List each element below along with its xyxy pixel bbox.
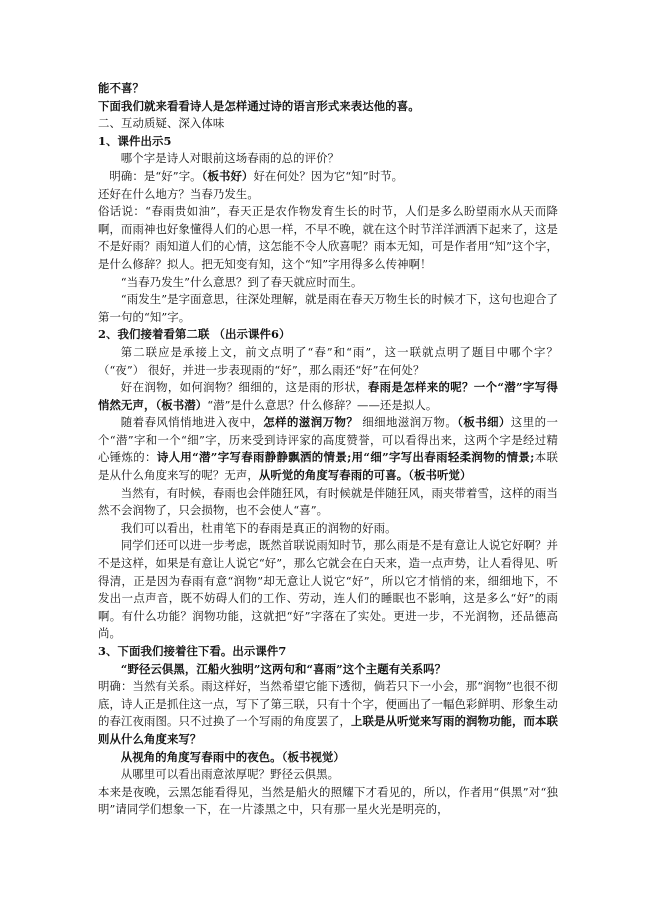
text-segment: “潜”是什么意思？什么修辞？——还是拟人。 bbox=[207, 397, 438, 412]
bold-text-segment: 3、下面我们接着往下看。出示课件7 bbox=[98, 644, 287, 658]
text-segment: 俗话说：“春雨贵如油”，春天正是农作物发育生长的时节，人们是多么盼望雨水从天而降啊，而雨神也好象懂得人们的心思一样，不早不晚，就在这个时节洋洋洒洒下起来了，这是不是好雨？雨知道人们的心情，这怎能不令人欣喜呢？雨本无知，可是作者用“知”这个字，是什么修辞？拟人。把无知变有知，这个“知”字用得多么传神啊！ bbox=[98, 204, 558, 271]
text-segment: 这里的一个“潜”字和一个“细”字，历来受到诗评家的高度赞誉，可以看得出来，这两个字是经过精心锤炼的： bbox=[98, 415, 559, 465]
paragraph bbox=[98, 150, 558, 168]
text-segment: 本来是夜晚，云黑怎能看得见，当然是船火的照耀下才看见的，所以，作者用“俱黑”对“独明”请同学们想象一下，在一片漆黑之中，只有那一星火光是明亮的， bbox=[98, 784, 558, 817]
paragraph bbox=[98, 98, 558, 116]
bold-text-segment: 怎样的滋润万物？ bbox=[263, 415, 359, 430]
paragraph bbox=[98, 661, 558, 679]
text-segment: 还好在什么地方？当春乃发生。 bbox=[98, 186, 259, 201]
paragraph bbox=[98, 485, 558, 520]
bold-text-segment: 1、课件出示5 bbox=[98, 133, 172, 148]
text-segment: 明确：当然有关系。雨这样好，当然希望它能下透彻，倘若只下一小会，那“润物”也很不彻底，诗人正是抓住这一点，写下了第三联，只有十个字，便画出了一幅色彩鲜明、形象生动的春江夜雨图。只不过换了一个写雨的角度罢了， bbox=[98, 679, 558, 729]
text-segment: 好在润物，如何润物？细细的，这是雨的形状， bbox=[120, 380, 368, 395]
text-segment: 明确：是“好”字。 bbox=[109, 168, 202, 183]
bold-text-segment: 诗人用“潜”字写春雨静静飘洒的情景;用“细”字写出春雨轻柔润物的情景; bbox=[156, 450, 535, 465]
paragraph bbox=[98, 537, 558, 643]
paragraph bbox=[98, 133, 558, 151]
text-segment: “雨发生”是字面意思，往深处理解，就是雨在春天万物生长的时候才下，这句也迎合了第一句的“知”字。 bbox=[98, 292, 558, 324]
bold-text-segment: （板书好） bbox=[201, 168, 254, 183]
paragraph bbox=[98, 520, 558, 538]
text-segment: 好在何处？因为它“知”时节。 bbox=[253, 168, 404, 183]
paragraph bbox=[98, 766, 558, 784]
paragraph bbox=[98, 115, 558, 133]
text-segment: 随着春风悄悄地进入夜中， bbox=[120, 415, 264, 430]
paragraph bbox=[98, 274, 558, 292]
paragraph bbox=[98, 784, 558, 819]
bold-text-segment: 从听觉的角度写春雨的可喜。（板书听觉） bbox=[258, 468, 472, 483]
paragraph bbox=[98, 379, 558, 414]
bold-text-segment: 2、我们接着看第二联 （出示课件6） bbox=[98, 327, 291, 342]
text-segment: 本联是从什么角度来写的呢？无声， bbox=[98, 450, 558, 483]
paragraph bbox=[98, 80, 558, 98]
document-body bbox=[98, 80, 558, 819]
bold-text-segment: 从视角的角度写春雨中的夜色。（板书视觉） bbox=[120, 749, 345, 764]
text-segment: 从哪里可以看出雨意浓厚呢？野径云俱黑。 bbox=[120, 767, 340, 782]
text-segment: 哪个字是诗人对眼前这场春雨的总的评价？ bbox=[120, 151, 340, 166]
paragraph bbox=[98, 291, 558, 326]
paragraph bbox=[98, 344, 558, 379]
bold-text-segment: （板书细） bbox=[457, 415, 511, 430]
bold-text-segment: 上联是从听觉来写雨的润物功能，而本联则从什么角度来写？ bbox=[98, 714, 558, 746]
text-segment: “当春乃发生”什么意思？到了春天就应时而生。 bbox=[120, 274, 363, 289]
bold-text-segment: 能不喜？ bbox=[98, 81, 144, 95]
bold-text-segment: “野径云俱黑，江船火独明”这两句和“喜雨”这个主题有关系吗？ bbox=[120, 661, 447, 676]
text-segment: 二、互动质疑、深入体味 bbox=[98, 116, 225, 131]
paragraph bbox=[98, 678, 558, 748]
paragraph bbox=[98, 643, 558, 661]
paragraph bbox=[98, 749, 558, 767]
text-segment: 第二联应是承接上文，前文点明了“春”和“雨”，这一联就点明了题目中哪个字？（“夜”） 很好，并进一步表现雨的“好”，那么雨还“好”在何处？ bbox=[98, 344, 558, 377]
text-segment: 我们可以看出，杜甫笔下的春雨是真正的润物的好雨。 bbox=[120, 520, 397, 535]
text-segment: 当然有，有时候，春雨也会伴随狂风，有时候就是伴随狂风，雨夹带着雪，这样的雨当然不会润物了，只会损物，也不会使人“喜”。 bbox=[98, 485, 558, 518]
paragraph bbox=[98, 414, 558, 484]
text-segment: 同学们还可以进一步考虑，既然首联说雨知时节，那么雨是不是有意让人说它好啊？并不是这样，如果是有意让人说它“好”，那么它就会在白天来，造一点声势，让人看得见、听得清，正是因为春雨有意“润物”却无意让人说它“好”，所以它才悄悄的来，细细地下，不发出一点声音，既不妨碍人们的工作、劳动，连人们的睡眠也不影响，这是多么“好”的雨啊。有什么功能？润物功能，这就把“好”字落在了实处。更进一步，不光润物，还品德高尚。 bbox=[98, 538, 558, 641]
bold-text-segment: 春雨是怎样来的呢？一个“潜”字写得悄然无声，（板书潜） bbox=[98, 380, 558, 412]
paragraph bbox=[98, 326, 558, 344]
text-segment: 细细地滋润万物。 bbox=[358, 415, 458, 430]
paragraph bbox=[98, 203, 558, 273]
paragraph bbox=[98, 168, 558, 186]
paragraph bbox=[98, 186, 558, 204]
bold-text-segment: 下面我们就来看看诗人是怎样通过诗的语言形式来表达他的喜。 bbox=[98, 98, 420, 113]
